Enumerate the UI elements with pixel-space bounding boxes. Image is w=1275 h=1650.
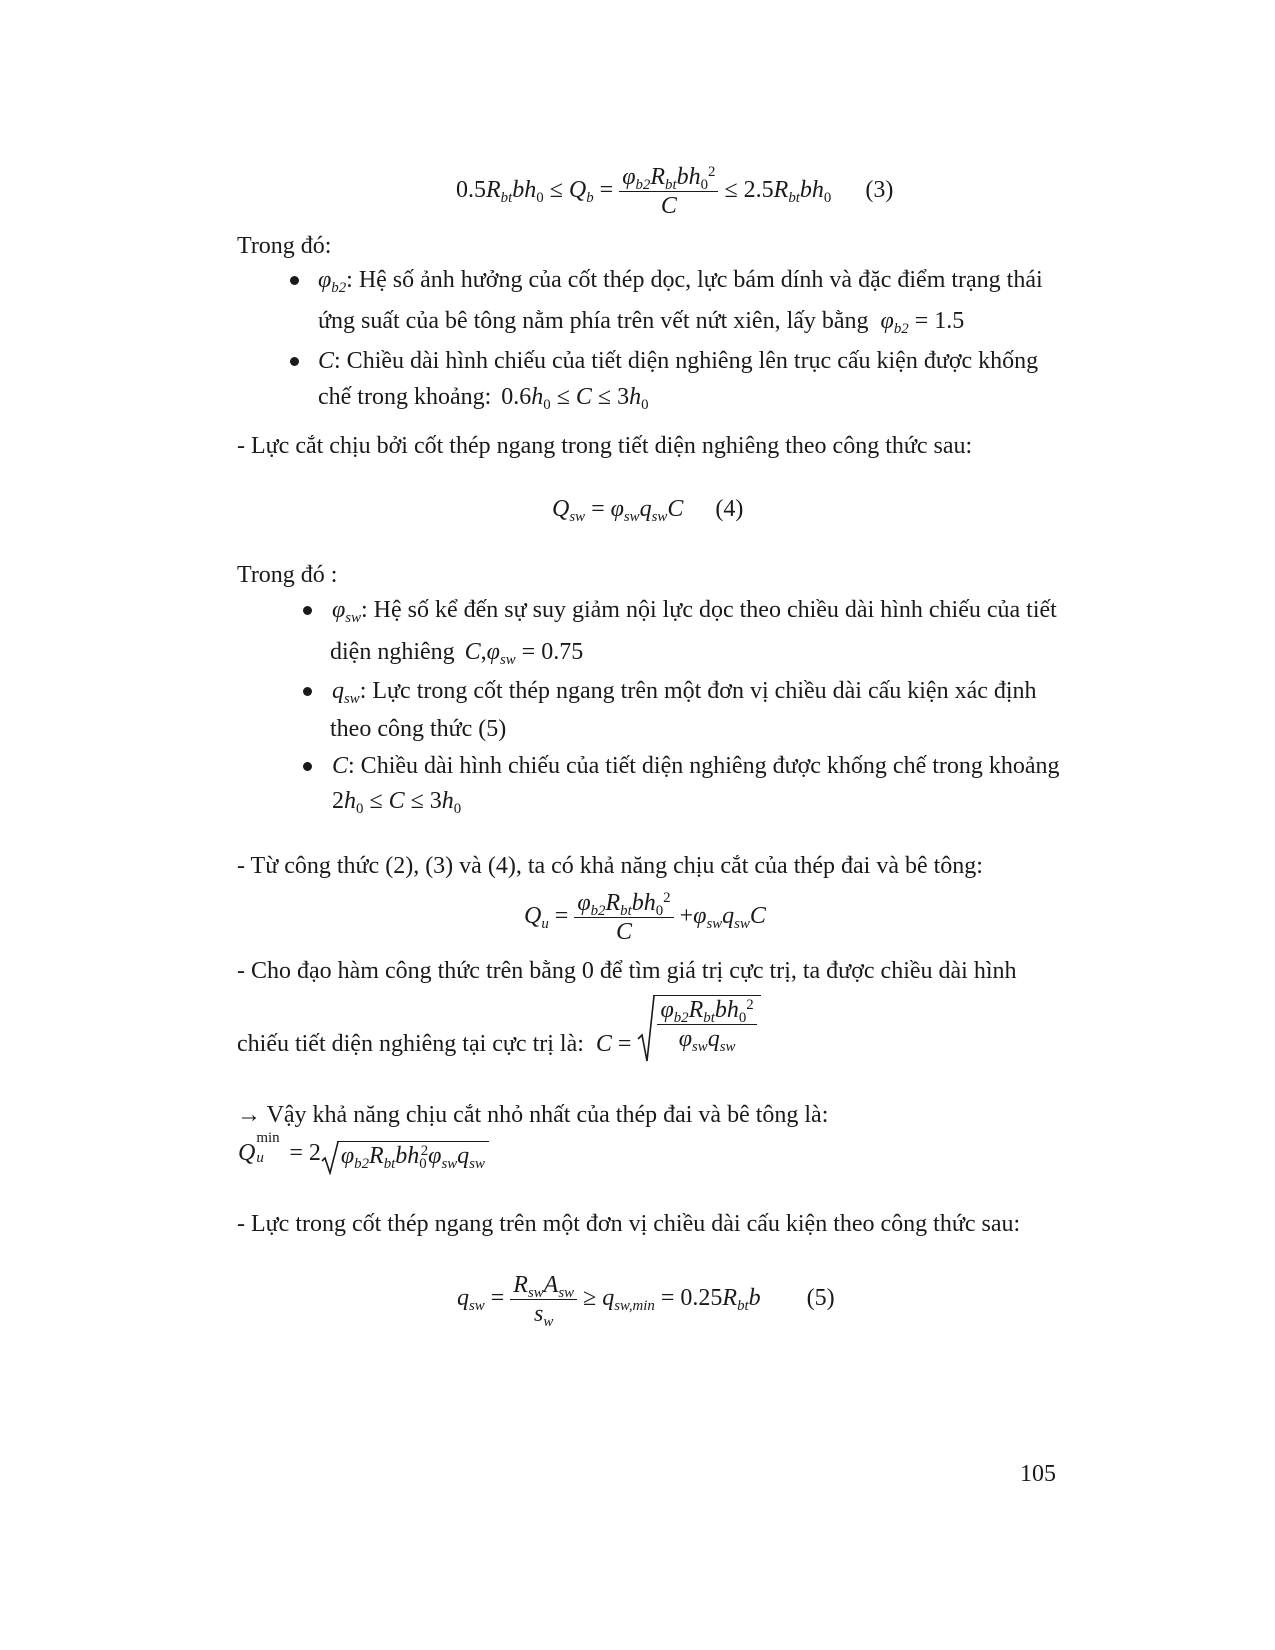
bullet-dot (290, 276, 299, 285)
bullet-c-2: C: Chiều dài hình chiếu của tiết diện nghiêng được khống chế trong khoảng (332, 753, 1060, 779)
bullet-c-1: C: Chiều dài hình chiếu của tiết diện nghiêng lên trục cấu kiện được khống (318, 348, 1039, 374)
bullet-dot (290, 357, 299, 366)
trong-do-label-1: Trong đó: (237, 233, 332, 259)
equation-5: $q_{sw}$ = $\frac{R_{sw}A_{sw}}{s_w}$ ≥ $q_{sw,min} = 0.25R_{bt}b$ (5) (457, 1272, 835, 1330)
equation-5-tag: (5) (806, 1285, 835, 1312)
paragraph-qsw-definition: - Lực trong cốt thép ngang trên một đơn vị chiều dài cấu kiện theo công thức sau: (237, 1211, 1021, 1237)
equation-4-tag: (4) (715, 496, 744, 522)
paragraph-min: → Vậy khả năng chịu cắt nhỏ nhất của thép đai và bê tông là: (237, 1102, 829, 1128)
page-number: 105 (1020, 1461, 1056, 1487)
equation-3-tag: (3) (865, 177, 894, 204)
equation-3: $0.5R_{bt}bh_0 \le Q_b$ = $\frac{\varphi_{b2}R_{bt}bh_0^2}{C}$ ≤ $2.5R_{bt}bh_0$ (3) (456, 163, 894, 219)
bullet-dot (303, 687, 312, 696)
bullet-c-1-cont: chế trong khoảng: $0.6h_0 \le C \le 3h_0$ (318, 384, 649, 413)
equation-qmin: Q u min = 2 $\varphi_{b2}R_{bt}bh_0^2\varphi_{sw}q_{sw}$ (238, 1140, 489, 1168)
sqrt-c-expression: $\frac{\varphi_{b2}R_{bt}bh_0^2}{\varphi_{sw}q_{sw}}$ (637, 995, 760, 1051)
equation-qu-fraction: $\frac{\varphi_{b2}R_{bt}bh_0^2}{C}$ (574, 891, 673, 944)
radical-sign-icon (637, 995, 655, 1065)
equation-4: $Q_{sw} = \varphi_{sw}q_{sw}C$ (4) (552, 496, 744, 525)
equation-qu: $Q_u$ = $\frac{\varphi_{b2}R_{bt}bh_0^2}{C}$ $+\varphi_{sw}q_{sw}C$ (524, 889, 766, 945)
paragraph-combined: - Từ công thức (2), (3) và (4), ta có khả năng chịu cắt của thép đai và bê tông: (237, 853, 983, 879)
bullet-dot (303, 762, 312, 771)
paragraph-qsw-intro: - Lực cắt chịu bởi cốt thép ngang trong tiết diện nghiêng theo công thức sau: (237, 433, 973, 459)
bullet-c-2-cont: $2h_0 \le C \le 3h_0$ (332, 788, 462, 817)
trong-do-label-2: Trong đó : (237, 562, 338, 588)
paragraph-derivative-cont: chiếu tiết diện nghiêng tại cực trị là: C = $\frac{\varphi_{b2}R_{bt}bh_0^2}{\varphi_{sw}q_{sw}}$ (237, 995, 761, 1051)
equation-3-fraction: $\frac{\varphi_{b2}R_{bt}bh_0^2}{C}$ (619, 165, 718, 218)
bullet-dot (303, 606, 312, 615)
bullet-phi-b2-cont: ứng suất của bê tông nằm phía trên vết nứt xiên, lấy bằng $\varphi_{b2} = 1.5$ (318, 308, 965, 337)
equation-5-fraction: $\frac{R_{sw}A_{sw}}{s_w}$ (510, 1273, 577, 1326)
bullet-q-sw: $q_{sw}$: Lực trong cốt thép ngang trên một đơn vị chiều dài cấu kiện xác định (332, 678, 1037, 707)
bullet-q-sw-cont: theo công thức (5) (330, 716, 507, 742)
bullet-phi-b2: $\varphi_{b2}$: Hệ số ảnh hưởng của cốt thép dọc, lực bám dính và đặc điểm trạng thái (318, 267, 1043, 296)
paragraph-derivative: - Cho đạo hàm công thức trên bằng 0 để tìm giá trị cực trị, ta được chiều dài hình (237, 958, 1017, 984)
bullet-phi-sw-cont: diện nghiêng $C,\varphi_{sw} = 0.75$ (330, 639, 584, 668)
radical-sign-icon (321, 1141, 339, 1175)
bullet-phi-sw: $\varphi_{sw}$: Hệ số kể đến sự suy giảm nội lực dọc theo chiều dài hình chiếu của tiết (332, 597, 1057, 626)
sqrt-qmin-expression: $\varphi_{b2}R_{bt}bh_0^2\varphi_{sw}q_{sw}$ (321, 1141, 489, 1168)
